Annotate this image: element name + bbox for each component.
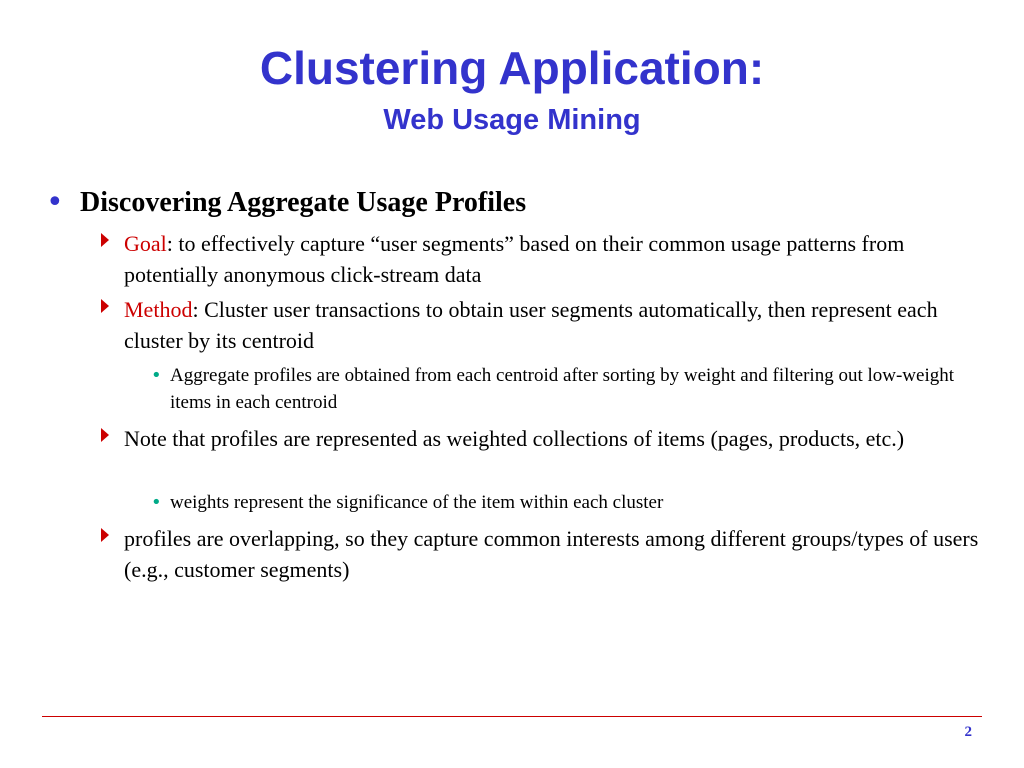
- method-label: Method: [124, 297, 193, 322]
- page-number: 2: [964, 724, 972, 740]
- triangle-bullet-icon: [101, 528, 109, 542]
- note-sub-bullet-text: weights represent the significance of the item within each cluster: [170, 492, 664, 513]
- slide-title: Clustering Application:: [259, 42, 765, 94]
- triangle-bullet-icon: [101, 299, 109, 313]
- note-bullet-text: Note that profiles are represented as weighted collections of items (pages, products, etc.): [124, 426, 905, 451]
- method-sub-bullet-text: Aggregate profiles are obtained from each centroid after sorting by weight and filtering out low-weight items in each centroid: [170, 365, 955, 413]
- method-bullet: [124, 294, 994, 356]
- dot-bullet-icon: •: [151, 492, 162, 513]
- overlap-bullet-text: profiles are overlapping, so they capture common interests among different groups/types of users (e.g., customer segments): [124, 526, 979, 582]
- footer-divider: [42, 716, 982, 717]
- round-bullet-icon: •: [46, 185, 64, 220]
- goal-bullet: [124, 228, 994, 290]
- goal-text: : to effectively capture “user segments” based on their common usage patterns from potentially anonymous click-stream data: [124, 231, 905, 287]
- triangle-bullet-icon: [101, 428, 109, 442]
- triangle-bullet-icon: [101, 233, 109, 247]
- method-text: : Cluster user transactions to obtain user segments automatically, then represent each cluster by its centroid: [124, 297, 938, 353]
- slide-subtitle: Web Usage Mining: [383, 104, 641, 136]
- main-bullet-text: Discovering Aggregate Usage Profiles: [80, 187, 527, 218]
- goal-label: Goal: [124, 231, 167, 256]
- dot-bullet-icon: •: [151, 365, 162, 386]
